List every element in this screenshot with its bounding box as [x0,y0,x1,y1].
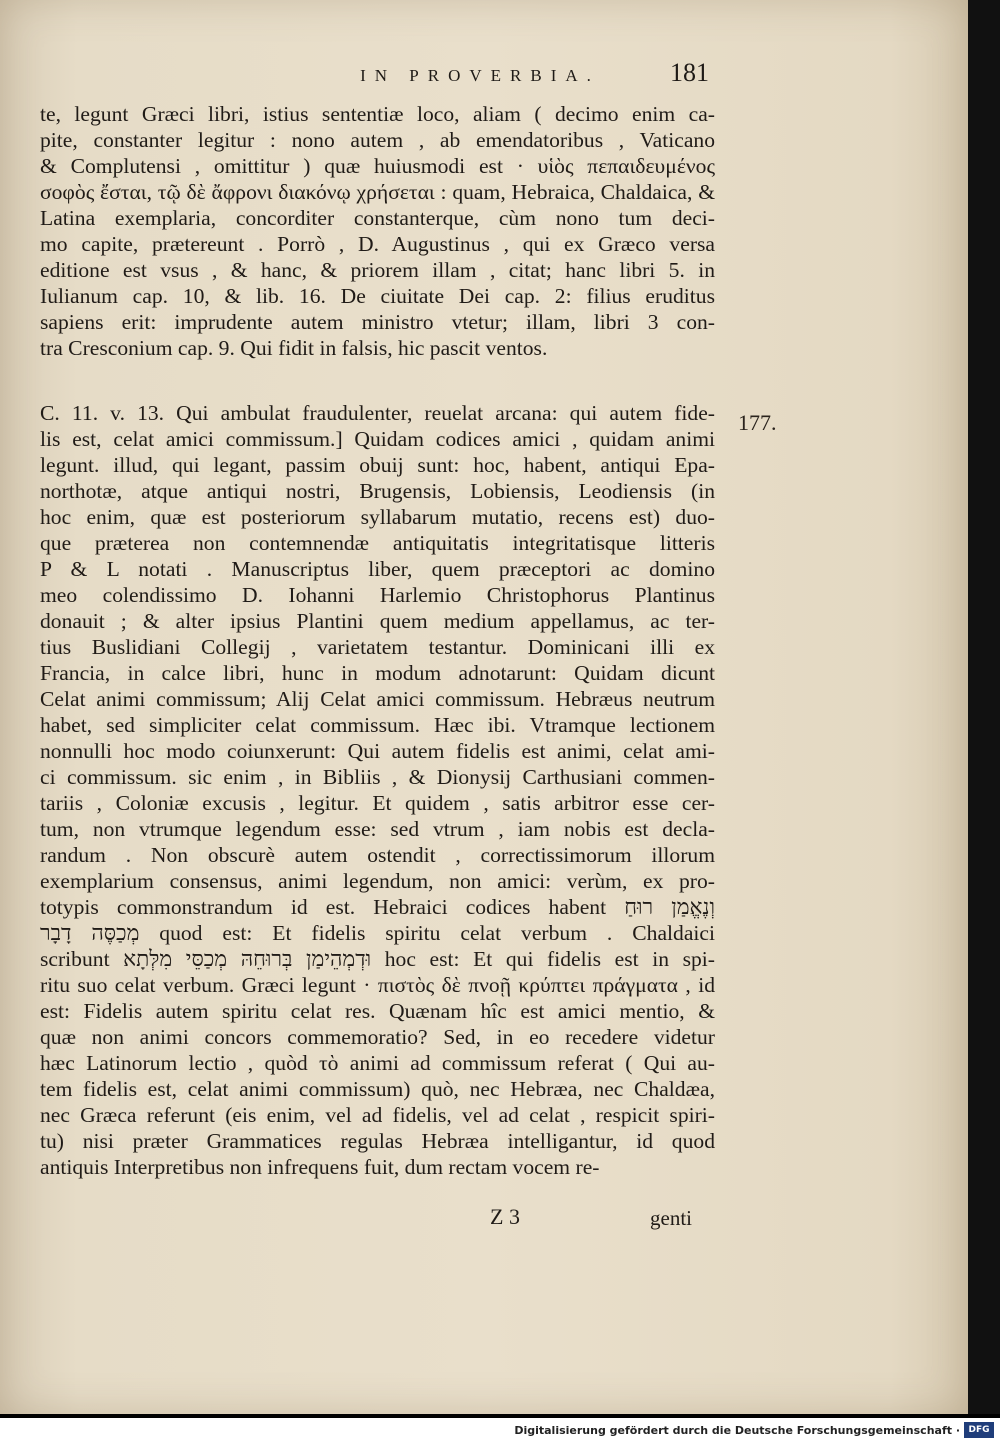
text-line: meo colendissimo D. Iohanni Harlemio Christophorus Plantinus [40,583,715,607]
text-line: donauit ; & alter ipsius Plantini quem medium appellamus, ac ter- [40,609,715,633]
page-number: 181 [670,58,709,87]
text-line: tum, non vtrumque legendum esse: sed vtrum , iam nobis est decla- [40,817,715,841]
text-line: est: Fidelis autem spiritu celat res. Quænam hîc est amici mentio, & [40,999,715,1023]
text-line: tem fidelis est, celat animi commissum) quò, nec Hebræa, nec Chaldæa, [40,1077,715,1101]
text-line: σοφὸς ἔσται, τῷ δὲ ἄφρονι διακόνῳ χρήσεται : quam, Hebraica, Chaldaica, & [40,180,715,204]
running-head: IN PROVERBIA. [360,66,600,85]
text-line: totypis commonstrandum id est. Hebraici codices habent וְנֶאֱמַן רוּחַ [40,895,715,919]
text-line: מְכַסֶּה דָבָר quod est: Et fidelis spiritu celat verbum . Chaldaici [40,921,715,945]
text-line: randum . Non obscurè autem ostendit , correctissimorum illorum [40,843,715,867]
text-line: pite, constanter legitur : nono autem , ab emendatoribus , Vaticano [40,128,715,152]
text-line: Iulianum cap. 10, & lib. 16. De ciuitate Dei cap. 2: filius eruditus [40,284,715,308]
text-line: ritu suo celat verbum. Græci legunt · πιστὸς δὲ πνοῇ κρύπτει πράγματα , id [40,973,715,997]
text-line: tariis , Coloniæ excusis , legitur. Et quidem , satis arbitror esse cer- [40,791,715,815]
footer-bar [0,1418,1000,1445]
text-line: P & L notati . Manuscriptus liber, quem præceptori ac domino [40,557,715,581]
text-line: Celat animi commissum; Alij Celat amici commissum. Hebræus neutrum [40,687,715,711]
text-line: hæc Latinorum lectio , quòd τὸ animi ad commissum referat ( Qui au- [40,1051,715,1075]
text-line: mo capite, prætereunt . Porrò , D. Augustinus , qui ex Græco versa [40,232,715,256]
text-line: te, legunt Græci libri, istius sententiæ loco, aliam ( decimo enim ca- [40,102,715,126]
dfg-logo-icon: DFG [964,1422,994,1438]
margin-note: 177. [738,410,777,435]
text-line: Latina exemplaria, concorditer constanterque, cùm nono tum deci- [40,206,715,230]
text-line: northotæ, atque antiqui nostri, Brugensis, Lobiensis, Leodiensis (in [40,479,715,503]
text-line: sapiens erit: imprudente autem ministro vtetur; illam, libri 3 con- [40,310,715,334]
dfg-credit: Digitalisierung gefördert durch die Deutsche Forschungsgemeinschaft · [514,1424,960,1437]
text-line: editione est vsus , & hanc, & priorem illam , citat; hanc libri 5. in [40,258,715,282]
text-line: exemplarium consensus, animi legendum, non amici: verùm, ex pro- [40,869,715,893]
text-line: nec Græca referunt (eis enim, vel ad fidelis, vel ad celat , respicit spiri- [40,1103,715,1127]
text-line: tu) nisi præter Grammatices regulas Hebræa intelligantur, id quod [40,1129,715,1153]
text-line: antiquis Interpretibus non infrequens fuit, dum rectam vocem re- [40,1155,600,1179]
text-line: que præterea non contemnendæ antiquitatis integritatisque litteris [40,531,715,555]
catchword: genti [650,1206,692,1230]
signature-mark: Z 3 [490,1204,520,1229]
text-line: tra Cresconium cap. 9. Qui fidit in falsis, hic pascit ventos. [40,336,548,360]
paragraph-1 [40,101,715,361]
text-line: Francia, in calce libri, hunc in modum adnotarunt: Quidam dicunt [40,661,715,685]
text-line: legunt. illud, qui legant, passim obuij sunt: hoc, habent, antiqui Epa- [40,453,715,477]
text-line: habet, sed simpliciter celat commissum. Hæc ibi. Vtramque lectionem [40,713,715,737]
text-line: C. 11. v. 13. Qui ambulat fraudulenter, reuelat arcana: qui autem fide- [40,401,715,425]
text-line: ci commissum. sic enim , in Bibliis , & Dionysij Carthusiani commen- [40,765,715,789]
text-line: hoc enim, quæ est posteriorum syllabarum mutatio, recens est) duo- [40,505,715,529]
paragraph-2 [40,400,715,1180]
text-line: nonnulli hoc modo coiunxerunt: Qui autem fidelis est animi, celat ami- [40,739,715,763]
page-edge [968,0,1000,1414]
text-line: scribunt וּדְמְהֵימַן בְּרוּחֵהּ מְכַסֵּי מִלְּתָא hoc est: Et qui fidelis est in spi- [40,947,715,971]
text-line: & Complutensi , omittitur ) quæ huiusmodi est · υἱὸς πεπαιδευμένος [40,154,715,178]
text-line: lis est, celat amici commissum.] Quidam codices amici , quidam animi [40,427,715,451]
text-line: tius Buslidiani Collegij , varietatem testantur. Dominicani illi ex [40,635,715,659]
text-line: quæ non animi concors commemoratio? Sed, in eo recedere videtur [40,1025,715,1049]
